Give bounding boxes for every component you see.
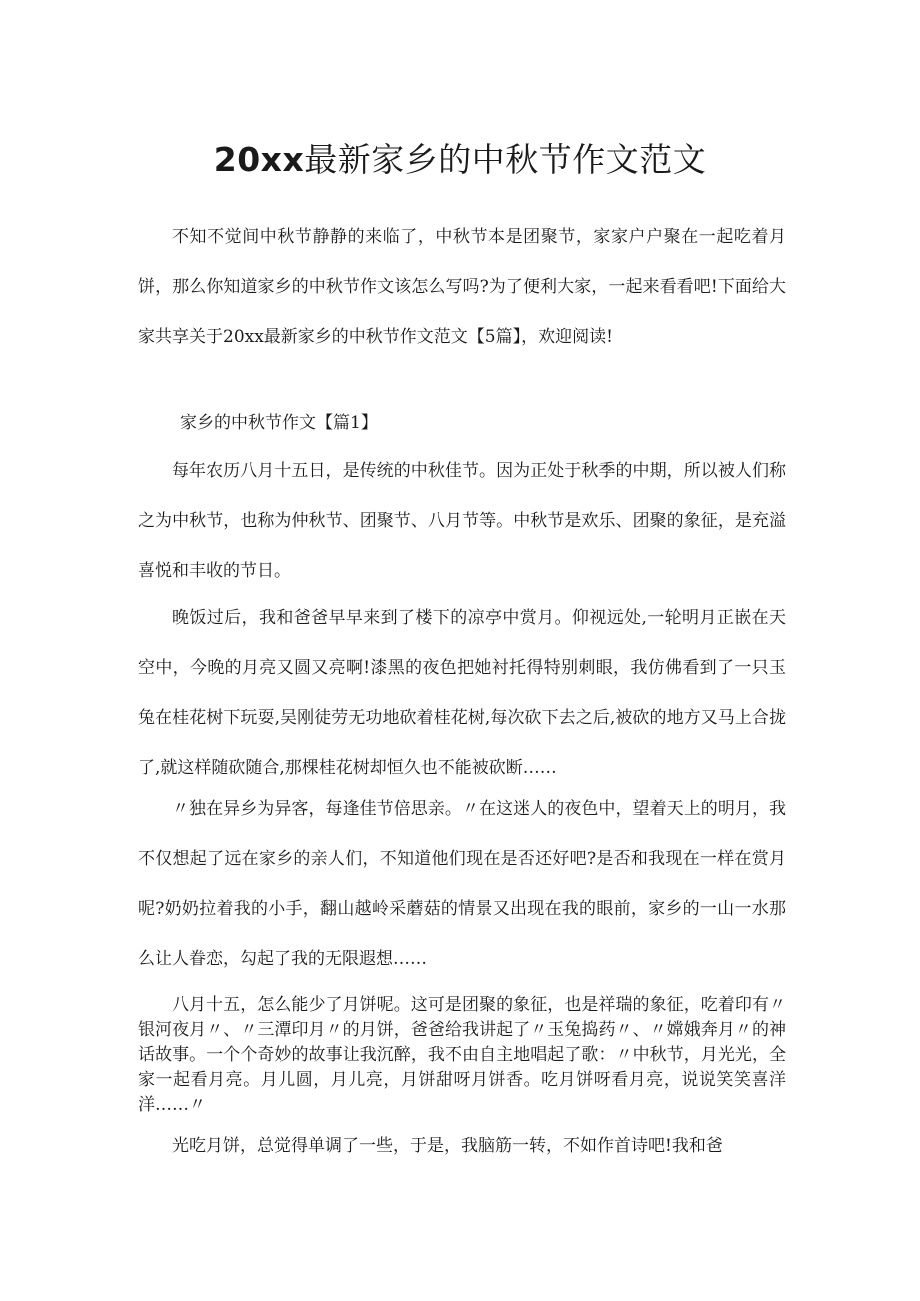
- paragraph-4: 八月十五，怎么能少了月饼呢。这可是团聚的象征，也是祥瑞的象征，吃着印有〃银河夜月〃、〃三潭印月〃的月饼，爸爸给我讲起了〃玉兔捣药〃、〃嫦娥奔月〃的神话故事。一个个奇妙的故事让我沉醉，我不由自主地唱起了歌：〃中秋节，月光光，全家一起看月亮。月儿圆，月儿亮，月饼甜呀月饼香。吃月饼呀看月亮，说说笑笑喜洋洋……〃: [138, 995, 786, 1115]
- paragraph-5: 光吃月饼，总觉得单调了一些，于是，我脑筋一转，不如作首诗吧!我和爸: [172, 1136, 723, 1156]
- paragraph-3: 〃独在异乡为异客，每逢佳节倍思亲。〃在这迷人的夜色中，望着天上的明月，我不仅想起了远在家乡的亲人们，不知道他们现在是否还好吧?是否和我现在一样在赏月呢?奶奶拉着我的小手，翻山越岭采蘑菇的情景又出现在我的眼前，家乡的一山一水那么让人眷恋，勾起了我的无限遐想……: [138, 799, 786, 969]
- title-year-part: 20xx: [213, 140, 305, 179]
- document-title: 20xx最新家乡的中秋节作文范文: [213, 140, 707, 179]
- paragraph-2: 晚饭过后，我和爸爸早早来到了楼下的凉亭中赏月。仰视远处,一轮明月正嵌在天空中，今晚的月亮又圆又亮啊!漆黑的夜色把她衬托得特别刺眼，我仿佛看到了一只玉兔在桂花树下玩耍,吴刚徒劳无功地砍着桂花树,每次砍下去之后,被砍的地方又马上合拢了,就这样随砍随合,那棵桂花树却恒久也不能被砍断……: [138, 608, 786, 778]
- section-heading: 家乡的中秋节作文【篇1】: [180, 413, 378, 433]
- intro-paragraph: 不知不觉间中秋节静静的来临了，中秋节本是团聚节，家家户户聚在一起吃着月饼，那么你知道家乡的中秋节作文该怎么写吗?为了便利大家，一起来看看吧!下面给大家共享关于20xx最新家乡的中秋节作文范文【5篇】，欢迎阅读!: [138, 227, 786, 347]
- paragraph-1: 每年农历八月十五日，是传统的中秋佳节。因为正处于秋季的中期，所以被人们称之为中秋节，也称为仲秋节、团聚节、八月节等。中秋节是欢乐、团聚的象征，是充溢喜悦和丰收的节日。: [138, 461, 786, 581]
